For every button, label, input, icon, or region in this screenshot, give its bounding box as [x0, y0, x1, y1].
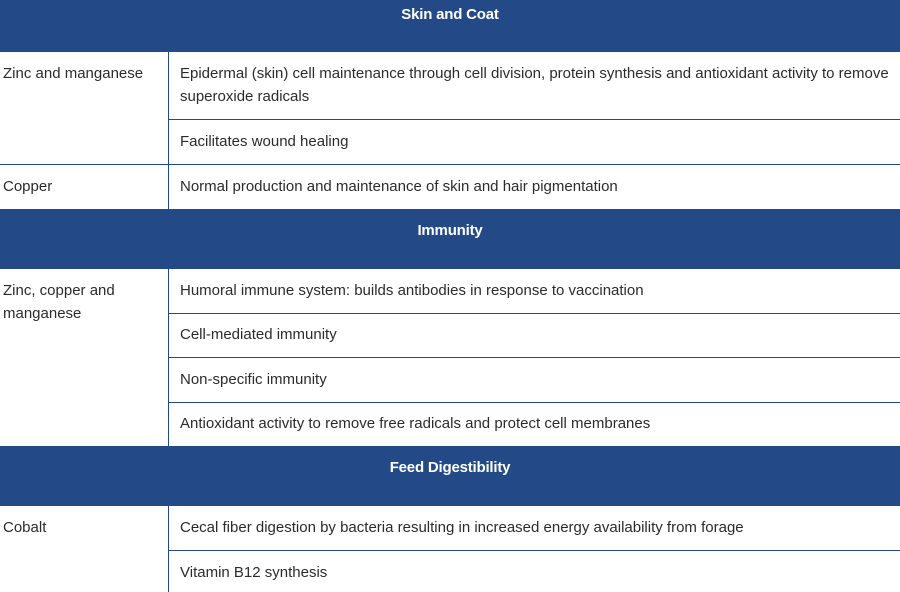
- row-divider: [169, 402, 900, 403]
- section-title: Feed Digestibility: [389, 459, 511, 476]
- mineral-cell: Zinc and manganese: [3, 65, 144, 82]
- column-divider: [168, 506, 169, 592]
- section-header-skin-and-coat: [0, 0, 900, 52]
- row-divider: [169, 119, 900, 120]
- row-divider: [0, 164, 900, 165]
- mineral-cell: Zinc, copper and manganese: [3, 282, 115, 322]
- section-header-feed-digestibility: [0, 446, 900, 506]
- section-header-immunity: [0, 209, 900, 269]
- section-title: Skin and Coat: [401, 6, 499, 23]
- function-cell: Non-specific immunity: [180, 371, 327, 388]
- function-cell: Normal production and maintenance of skin and hair pigmentation: [180, 178, 618, 195]
- function-cell: Facilitates wound healing: [180, 133, 349, 150]
- mineral-cell: Copper: [3, 178, 53, 195]
- row-divider: [169, 550, 900, 551]
- function-cell: Cell-mediated immunity: [180, 326, 337, 343]
- function-cell: Vitamin B12 synthesis: [180, 564, 328, 581]
- column-divider: [168, 52, 169, 209]
- section-title: Immunity: [417, 222, 483, 239]
- mineral-cell: Cobalt: [3, 519, 47, 536]
- row-divider: [169, 357, 900, 358]
- row-divider: [169, 313, 900, 314]
- function-cell: Humoral immune system: builds antibodies in response to vaccination: [180, 282, 644, 299]
- function-cell: Cecal fiber digestion by bacteria resulting in increased energy availability from forage: [180, 519, 744, 536]
- function-cell: Antioxidant activity to remove free radicals and protect cell membranes: [180, 415, 651, 432]
- function-cell: Epidermal (skin) cell maintenance through cell division, protein synthesis and antioxidant activity to remove superoxide radicals: [180, 65, 889, 105]
